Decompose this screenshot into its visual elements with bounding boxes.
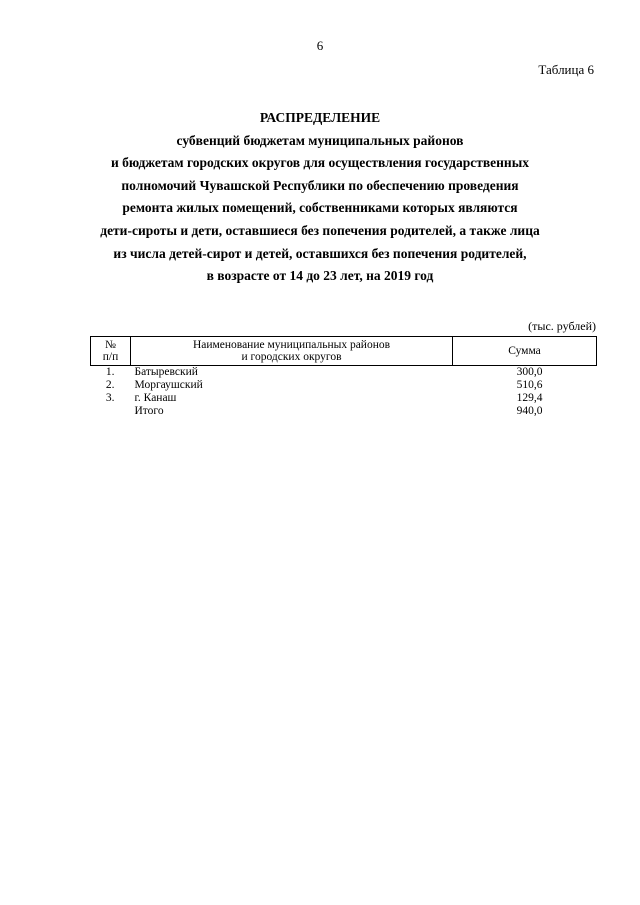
heading-line: из числа детей-сирот и детей, оставшихся без попечения родителей,	[113, 245, 527, 261]
document-heading	[70, 107, 570, 288]
heading-line: РАСПРЕДЕЛЕНИЕ	[259, 110, 381, 125]
heading-line: в возрасте от 14 до 23 лет, на 2019 год	[206, 268, 434, 284]
row-name: Моргаушский	[134, 379, 203, 391]
row-number: 2.	[105, 379, 115, 391]
header-name-line1: Наименование муниципальных районов	[192, 338, 391, 351]
heading-line: субвенций бюджетам муниципальных районов	[176, 132, 464, 148]
table-total-row	[91, 405, 597, 418]
row-sum: 129,4	[516, 392, 543, 404]
row-sum: 510,6	[516, 379, 543, 391]
header-number	[91, 337, 131, 366]
page-number: 6	[316, 38, 324, 53]
row-number: 1.	[105, 366, 115, 378]
units-note: (тыс. рублей)	[528, 319, 596, 333]
header-number-line2: п/п	[102, 351, 119, 363]
table-header-row	[91, 337, 597, 366]
header-sum: Сумма	[453, 337, 597, 366]
table-row	[91, 366, 597, 380]
row-name: Батыревский	[134, 366, 198, 378]
table-row	[91, 392, 597, 405]
table-row	[91, 379, 597, 392]
row-number	[91, 405, 131, 418]
heading-line: дети-сироты и дети, оставшиеся без попечения родителей, а также лица	[100, 222, 540, 238]
row-sum: 940,0	[516, 405, 543, 417]
row-name: Итого	[134, 405, 164, 417]
heading-line: полномочий Чувашской Республики по обеспечению проведения	[121, 177, 519, 193]
header-name	[131, 337, 453, 366]
heading-line: ремонта жилых помещений, собственниками которых являются	[122, 200, 518, 216]
heading-line: и бюджетам городских округов для осуществления государственных	[111, 155, 529, 171]
row-number: 3.	[105, 392, 115, 404]
distribution-table	[90, 336, 597, 418]
row-name: г. Канаш	[134, 392, 177, 404]
header-number-line1: №	[105, 338, 116, 351]
table-label: Таблица 6	[538, 62, 594, 77]
row-sum: 300,0	[516, 366, 543, 378]
header-name-line2: и городских округов	[241, 351, 342, 363]
